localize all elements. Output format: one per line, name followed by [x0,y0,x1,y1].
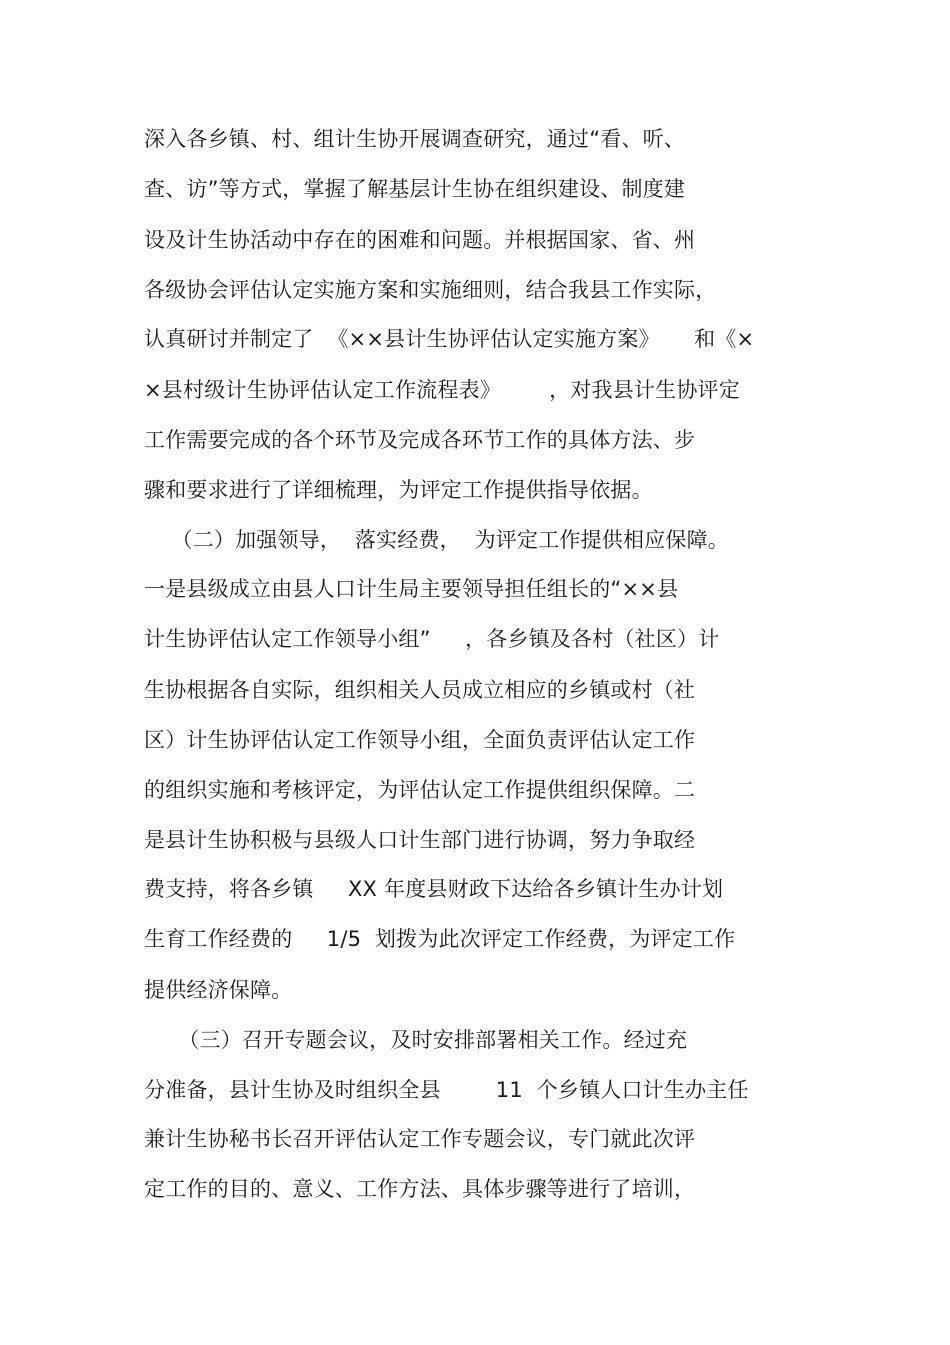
body-text-line: 的组织实施和考核评定，为评估认定工作提供组织保障。二 [144,778,696,802]
body-text-line: 各级协会评估认定实施方案和实施细则，结合我县工作实际， [144,278,717,302]
body-text-line: 提供经济保障。 [144,978,293,1002]
body-text-line: 设及计生协活动中存在的困难和问题。并根据国家、省、州 [144,228,696,252]
body-text-line: 深入各乡镇、村、组计生协开展调查研究，通过“看、听、 [144,127,686,151]
body-text-line: 计生协评估认定工作领导小组” ，各乡镇及各村（社区）计 [144,627,720,651]
body-text-line: 工作需要完成的各个环节及完成各环节工作的具体方法、步 [144,428,696,452]
body-text-line: 一是县级成立由县人口计生局主要领导担任组长的“××县 [144,577,679,601]
section-heading-line: （二）加强领导， 落实经费， 为评定工作提供相应保障。 [144,528,729,552]
body-text-line: 兼计生协秘书长召开评估认定工作专题会议，专门就此次评 [144,1127,696,1151]
body-text-line: 定工作的目的、意义、工作方法、具体步骤等进行了培训， [144,1177,696,1201]
section-heading-line: （三）召开专题会议，及时安排部署相关工作。经过充 [144,1028,688,1052]
body-text-line: ×县村级计生协评估认定工作流程表》 ，对我县计生协评定 [144,378,740,402]
body-text-line: 骤和要求进行了详细梳理，为评定工作提供指导依据。 [144,478,653,502]
body-text-line: 查、访”等方式，掌握了解基层计生协在组织建设、制度建 [144,177,686,201]
body-text-line: 是县计生协积极与县级人口计生部门进行协调，努力争取经 [144,828,696,852]
body-text-line: 区）计生协评估认定工作领导小组，全面负责评估认定工作 [144,728,696,752]
body-text-line: 生协根据各自实际，组织相关人员成立相应的乡镇或村（社 [144,678,696,702]
body-text-line: 生育工作经费的 1/5 划拨为此次评定工作经费，为评定工作 [144,927,736,951]
body-text-line: 认真研讨并制定了 《××县计生协评估认定实施方案》 和《× [144,327,755,351]
body-text-line: 分准备，县计生协及时组织全县 11 个乡镇人口计生办主任 [144,1078,749,1102]
body-text-line: 费支持，将各乡镇 XX 年度县财政下达给各乡镇计生办计划 [144,877,724,901]
